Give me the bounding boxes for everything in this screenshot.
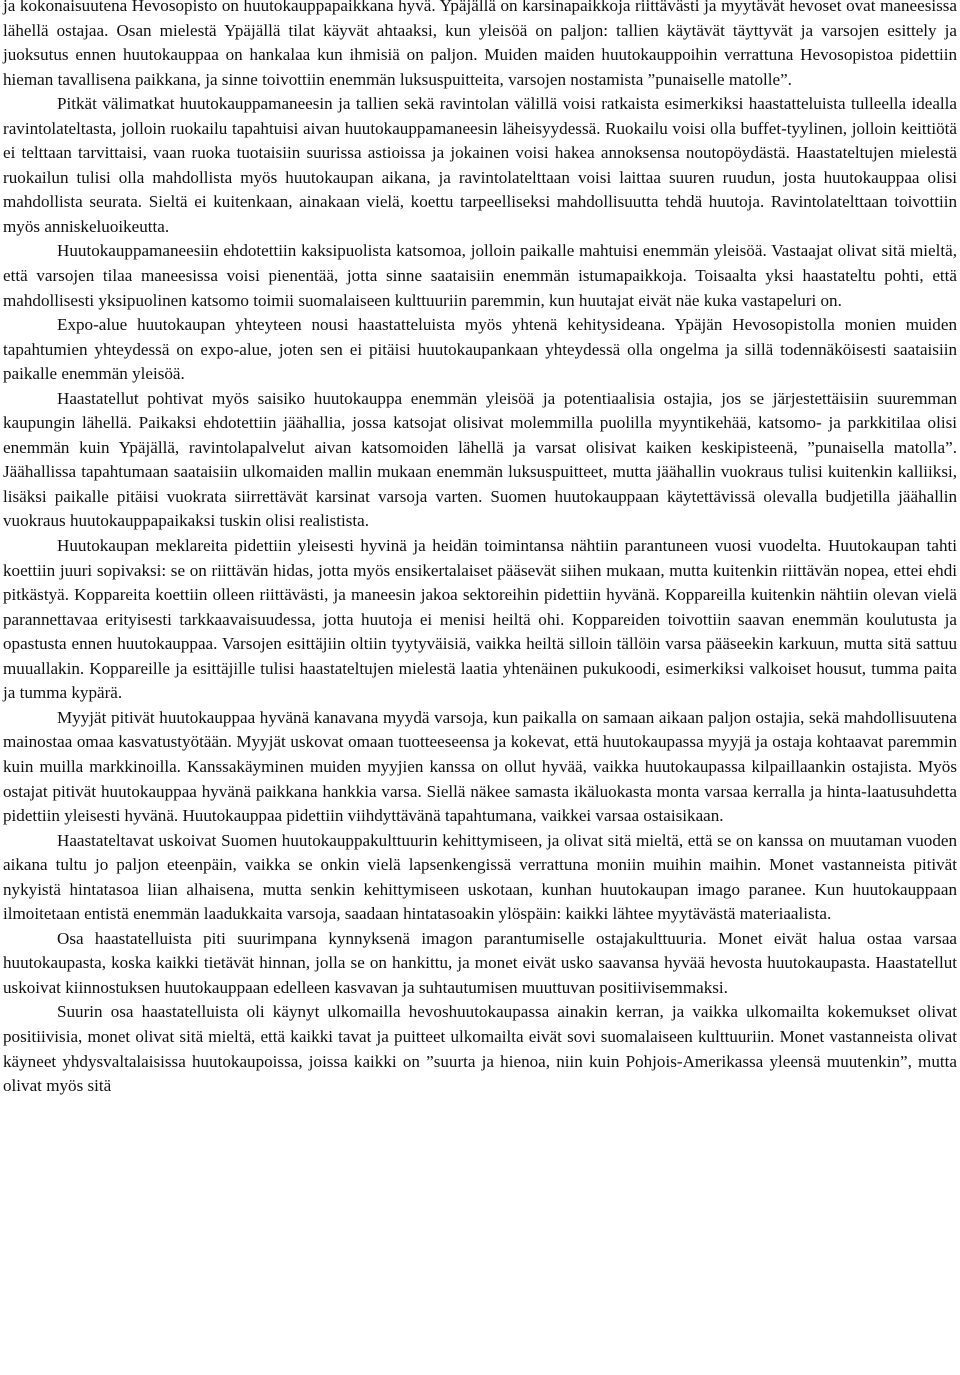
paragraph-4: Expo-alue huutokaupan yhteyteen nousi haastatteluista myös yhtenä kehitysideana. Ypäjän Hevosopistolla monien muiden tapahtumien yhteydessä on expo-alue, joten sen ei pitäisi huutokaupankaan yhteydessä olla ongelma ja sillä todennäköisesti saataisiin paikalle enemmän yleisöä. bbox=[3, 315, 957, 384]
paragraph-10: Suurin osa haastatelluista oli käynyt ulkomailla hevoshuutokaupassa ainakin kerran, ja vaikka ulkomailta kokemukset olivat positiivisia, monet olivat sitä mieltä, että kaikki tavat ja puitteet ulkomailta eivät sovi suomalaiseen kulttuuriin. Monet vastanneista olivat käyneet yhdysvaltalaisissa huutokaupoissa, joissa kaikki on ”suurta ja hienoa, niin kuin Pohjois-Amerikassa yleensä muutenkin”, mutta olivat myös sitä bbox=[3, 1002, 957, 1096]
paragraph-9: Osa haastatelluista piti suurimpana kynnyksenä imagon parantumiselle ostajakulttuuria. Monet eivät halua ostaa varsaa huutokaupasta, koska kaikki tietävät hinnan, jolla se on hankittu, ja monet eivät usko saavansa hyvää hevosta huutokaupasta. Haastatellut uskoivat kiinnostuksen huutokauppaan edelleen kasvavan ja suhtautumisen muuttuvan positiivisemmaksi. bbox=[3, 928, 957, 997]
paragraph-2: Pitkät välimatkat huutokauppamaneesin ja tallien sekä ravintolan välillä voisi ratkaista esimerkiksi haastatteluista tulleella idealla ravintolateltasta, jolloin ruokailu tapahtuisi aivan huutokauppamaneesin läheisyydessä. Ruokailu voisi olla buffet-tyylinen, jolloin keittiötä ei telttaan tarvittaisi, vaan ruoka tuotaisiin suurissa astioissa ja jokainen voisi hakea annoksensa noutopöydästä. Haastateltujen mielestä ruokailun tulisi olla mahdollista myös huutokaupan aikana, ja ravintolatelttaan voisi laittaa suuren ruudun, josta huutokauppaa olisi mahdollista seurata. Sieltä ei kuitenkaan, ainakaan vielä, koettu tarpeelliseksi mahdollisuutta tehdä huutoja. Ravintolatelttaan toivottiin myös anniskeluoikeutta. bbox=[3, 94, 957, 236]
paragraph-6: Huutokaupan meklareita pidettiin yleisesti hyvinä ja heidän toimintansa nähtiin parantuneen vuosi vuodelta. Huutokaupan tahti koettiin juuri sopivaksi: se on riittävän hidas, jotta myös ensikertalaiset pääsevät siihen mukaan, mutta kuitenkin riittävän nopea, ettei ehdi pitkästyä. Koppareita koettiin olleen riittävästi, ja maneesin jakoa sektoreihin pidettiin hyvänä. Koppareilla kuitenkin nähtiin olevan vielä parannettavaa erityisesti tarkkaavaisuudessa, jotta huutoja ei menisi heiltä ohi. Koppareiden toivottiin saavan enemmän koulutusta ja opastusta ennen huutokauppaa. Varsojen esittäjiin oltiin tyytyväisiä, vaikka heiltä silloin tällöin varsa pääseekin karkuun, mutta sitä sattuu muuallakin. Koppareille ja esittäjille tulisi haastateltujen mielestä laatia yhtenäinen pukukoodi, esimerkiksi valkoiset housut, tumma paita ja tumma kypärä. bbox=[3, 536, 957, 703]
paragraph-3: Huutokauppamaneesiin ehdotettiin kaksipuolista katsomoa, jolloin paikalle mahtuisi enemmän yleisöä. Vastaajat olivat sitä mieltä, että varsojen tilaa maneesissa voisi pienentää, jotta sinne saataisiin enemmän istumapaikkoja. Toisaalta yksi haastateltu pohti, että mahdollisesti yksipuolinen katsomo toimii suomalaiseen kulttuuriin paremmin, kun huutajat eivät näe kuka vastapeluri on. bbox=[3, 241, 957, 310]
paragraph-7: Myyjät pitivät huutokauppaa hyvänä kanavana myydä varsoja, kun paikalla on samaan aikaan paljon ostajia, sekä mahdollisuutena mainostaa omaa kasvatustyötään. Myyjät uskovat omaan tuotteeseensa ja kokevat, että huutokaupassa myyjä ja ostaja kohtaavat paremmin kuin muilla markkinoilla. Kanssakäyminen muiden myyjien kanssa on ollut hyvää, vaikka huutokaupassa kilpaillaankin ostajista. Myös ostajat pitivät huutokauppaa hyvänä paikkana hankkia varsa. Siellä näkee samasta ikäluokasta monta varsaa kerralla ja hinta-laatusuhdetta pidettiin yleisesti hyvänä. Huutokauppaa pidettiin viihdyttävänä tapahtumana, vaikkei varsaa ostaisikaan. bbox=[3, 707, 957, 826]
paragraph-1: ja kokonaisuutena Hevosopisto on huutokauppapaikkana hyvä. Ypäjällä on karsinapaikkoja riittävästi ja myytävät hevoset ovat maneesissa lähellä ostajaa. Osan mielestä Ypäjällä tilat käyvät ahtaaksi, kun yleisöä on paljon: tallien käytävät täyttyvät ja varsojen esittely ja juoksutus ennen huutokauppaa on hankalaa kun ihmisiä on paljon. Muiden maiden huutokauppoihin verrattuna Hevosopistoa pidettiin hieman tavallisena paikkana, ja sinne toivottiin enemmän luksuspuitteita, varsojen nostamista ”punaiselle matolle”. bbox=[3, 0, 957, 89]
paragraph-5: Haastatellut pohtivat myös saisiko huutokauppa enemmän yleisöä ja potentiaalisia ostajia, jos se järjestettäisiin suuremman kaupungin lähellä. Paikaksi ehdotettiin jäähallia, jossa katsojat olisivat molemmilla puolilla myyntikehää, katsomo- ja parkkitilaa olisi enemmän kuin Ypäjällä, ravintolapalvelut aivan katsomoiden lähellä ja varsat olisivat kaiken keskipisteenä, ”punaisella matolla”. Jäähallissa tapahtumaan saataisiin ulkomaiden mallin mukaan enemmän luksuspuitteet, mutta jäähallin vuokraus tulisi kuitenkin kalliiksi, lisäksi paikalle pitäisi vuokrata siirrettävät karsinat varsoja varten. Suomen huutokauppaan käytettävissä olevalla budjetilla jäähallin vuokraus huutokauppapaikaksi tuskin olisi realistista. bbox=[3, 388, 957, 531]
paragraph-8: Haastateltavat uskoivat Suomen huutokauppakulttuurin kehittymiseen, ja olivat sitä mieltä, että se on kanssa on muutaman vuoden aikana tultu jo paljon eteenpäin, vaikka se onkin vielä lapsenkengissä verrattuna moniin muihin maihin. Monet vastanneista pitivät nykyistä hintatasoa liian alhaisena, mutta senkin kehittymiseen uskotaan, kunhan huutokaupan imago paranee. Kun huutokauppaan ilmoitetaan entistä enemmän laadukkaita varsoja, saadaan hintatasoakin ylöspäin: kaikki lähtee myytävästä materiaalista. bbox=[3, 830, 957, 924]
